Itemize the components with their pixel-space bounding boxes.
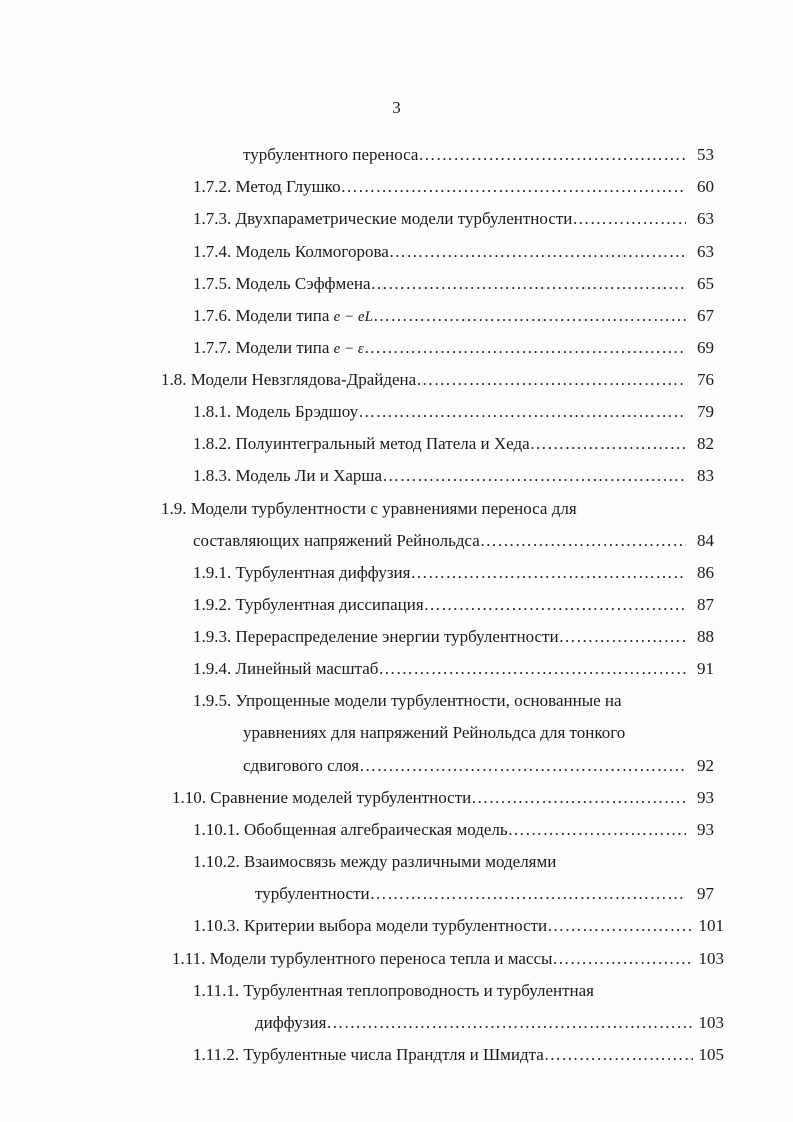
toc-entry-page: 93	[697, 820, 714, 839]
toc-entry-title: сдвигового слоя	[243, 756, 360, 775]
toc-entry-title: 1.10.1. Обобщенная алгебраическая модель	[193, 820, 508, 839]
toc-entry-title: турбулентного переноса	[243, 145, 419, 164]
dot-leader	[552, 947, 692, 971]
toc-entry-page: 103	[698, 1013, 724, 1032]
toc-entry	[193, 432, 714, 456]
dot-leader	[326, 1011, 692, 1035]
toc-entry-title: составляющих напряжений Рейнольдса	[193, 531, 480, 550]
dot-leader	[547, 914, 692, 938]
toc-entry-title: 1.8.1. Модель Брэдшоу	[193, 402, 359, 421]
toc-entry-title: 1.9.3. Перераспределение энергии турбулентности	[193, 627, 559, 646]
toc-entry-title: 1.10.2. Взаимосвязь между различными моделями	[193, 852, 557, 871]
toc-entry-title: 1.7.5. Модель Сэффмена	[193, 274, 371, 293]
toc-entry-page: 60	[697, 177, 714, 196]
toc-entry-title: 1.9.5. Упрощенные модели турбулентности, основанные на	[193, 691, 622, 710]
dot-leader	[410, 561, 686, 585]
toc-entry-title: диффузия	[255, 1013, 327, 1032]
toc-entry-title: 1.7.3. Двухпараметрические модели турбулентности	[193, 209, 573, 228]
toc-entry-title: 1.8. Модели Невзглядова-Драйдена	[161, 370, 417, 389]
toc-entry	[193, 657, 714, 681]
toc-entry-page: 82	[697, 434, 714, 453]
toc-entry-page: 53	[697, 145, 714, 164]
toc-entry-title: 1.7.2. Метод Глушко	[193, 177, 341, 196]
toc-entry	[193, 400, 714, 424]
toc-entry	[193, 689, 714, 713]
dot-leader	[544, 1043, 693, 1067]
toc-entry	[193, 1043, 724, 1067]
toc-entry	[161, 497, 714, 521]
toc-entry	[161, 368, 714, 392]
dot-leader	[364, 336, 686, 360]
dot-leader	[480, 529, 686, 553]
toc-entry-title: 1.11. Модели турбулентного переноса тепла и массы	[172, 949, 553, 968]
toc-entry	[193, 593, 714, 617]
toc-entry-title: 1.8.2. Полуинтегральный метод Патела и Хеда	[193, 434, 530, 453]
toc-entry-page: 65	[697, 274, 714, 293]
toc-entry-page: 63	[697, 242, 714, 261]
toc-entry	[193, 850, 714, 874]
toc-entry	[243, 143, 714, 167]
toc-entry	[243, 754, 714, 778]
toc-entry-page: 92	[697, 756, 714, 775]
dot-leader	[559, 625, 686, 649]
toc-entry-title: 1.7.4. Модель Колмогорова	[193, 242, 389, 261]
toc-entry-page: 93	[697, 788, 714, 807]
toc-entry-title: 1.9. Модели турбулентности с уравнениями переноса для	[161, 499, 577, 518]
toc-entry	[193, 207, 714, 231]
dot-leader	[371, 272, 686, 296]
toc-entry-title: 1.7.6. Модели типа e − eL	[193, 306, 373, 325]
dot-leader	[389, 240, 686, 264]
dot-leader	[370, 882, 686, 906]
toc-entry	[255, 882, 714, 906]
toc-entry-page: 88	[697, 627, 714, 646]
toc-entry	[172, 947, 724, 971]
toc-entry-page: 91	[697, 659, 714, 678]
toc-entry	[193, 979, 724, 1003]
toc-entry-page: 105	[698, 1045, 724, 1064]
dot-leader	[373, 304, 686, 328]
toc-entry-page: 79	[697, 402, 714, 421]
toc-entry-title: 1.9.4. Линейный масштаб	[193, 659, 379, 678]
toc-entry-title: 1.10.3. Критерии выбора модели турбулентности	[193, 916, 548, 935]
toc-entry-title: 1.8.3. Модель Ли и Харша	[193, 466, 383, 485]
math-expression: e − ε	[333, 341, 364, 357]
toc-entry	[193, 304, 714, 328]
toc-entry	[172, 786, 714, 810]
toc-entry	[193, 240, 714, 264]
dot-leader	[508, 818, 686, 842]
dot-leader	[471, 786, 686, 810]
toc-entry-title: 1.11.2. Турбулентные числа Прандтля и Шмидта	[193, 1045, 544, 1064]
toc-entry-page: 101	[698, 916, 724, 935]
dot-leader	[418, 143, 686, 167]
toc-entry	[193, 272, 714, 296]
toc-entry-page: 63	[697, 209, 714, 228]
toc-entry-title: 1.11.1. Турбулентная теплопроводность и турбулентная	[193, 981, 594, 1000]
math-expression: e − eL	[333, 309, 373, 325]
dot-leader	[359, 754, 686, 778]
dot-leader	[358, 400, 686, 424]
toc-entry-page: 87	[697, 595, 714, 614]
dot-leader	[424, 593, 686, 617]
toc-entry-page: 67	[697, 306, 714, 325]
toc-entry	[193, 818, 714, 842]
toc-entry	[193, 914, 724, 938]
toc-entry-page: 84	[697, 531, 714, 550]
toc-entry-title: 1.7.7. Модели типа e − ε	[193, 338, 364, 357]
toc-entry-title: 1.9.2. Турбулентная диссипация	[193, 595, 424, 614]
dot-leader	[341, 175, 686, 199]
page-number: 3	[392, 98, 401, 117]
toc-entry-page: 76	[697, 370, 714, 389]
dot-leader	[416, 368, 686, 392]
toc-entry	[193, 529, 714, 553]
toc-entry	[255, 1011, 724, 1035]
toc-entry	[193, 336, 714, 360]
toc-entry	[193, 561, 714, 585]
toc-entry-title: турбулентности	[255, 884, 370, 903]
toc-entry	[243, 721, 714, 745]
dot-leader	[530, 432, 686, 456]
dot-leader	[378, 657, 686, 681]
toc-entry-page: 86	[697, 563, 714, 582]
toc-entry	[193, 625, 714, 649]
toc-entry	[193, 464, 714, 488]
toc-entry-title: 1.9.1. Турбулентная диффузия	[193, 563, 411, 582]
toc-entry-page: 69	[697, 338, 714, 357]
toc-entry-page: 103	[698, 949, 724, 968]
dot-leader	[572, 207, 686, 231]
toc-entry-title: 1.10. Сравнение моделей турбулентности	[172, 788, 472, 807]
toc-entry-page: 97	[697, 884, 714, 903]
toc-entry-page: 83	[697, 466, 714, 485]
toc-entry	[193, 175, 714, 199]
toc-entry-title: уравнениях для напряжений Рейнольдса для тонкого	[243, 723, 626, 742]
dot-leader	[382, 464, 686, 488]
